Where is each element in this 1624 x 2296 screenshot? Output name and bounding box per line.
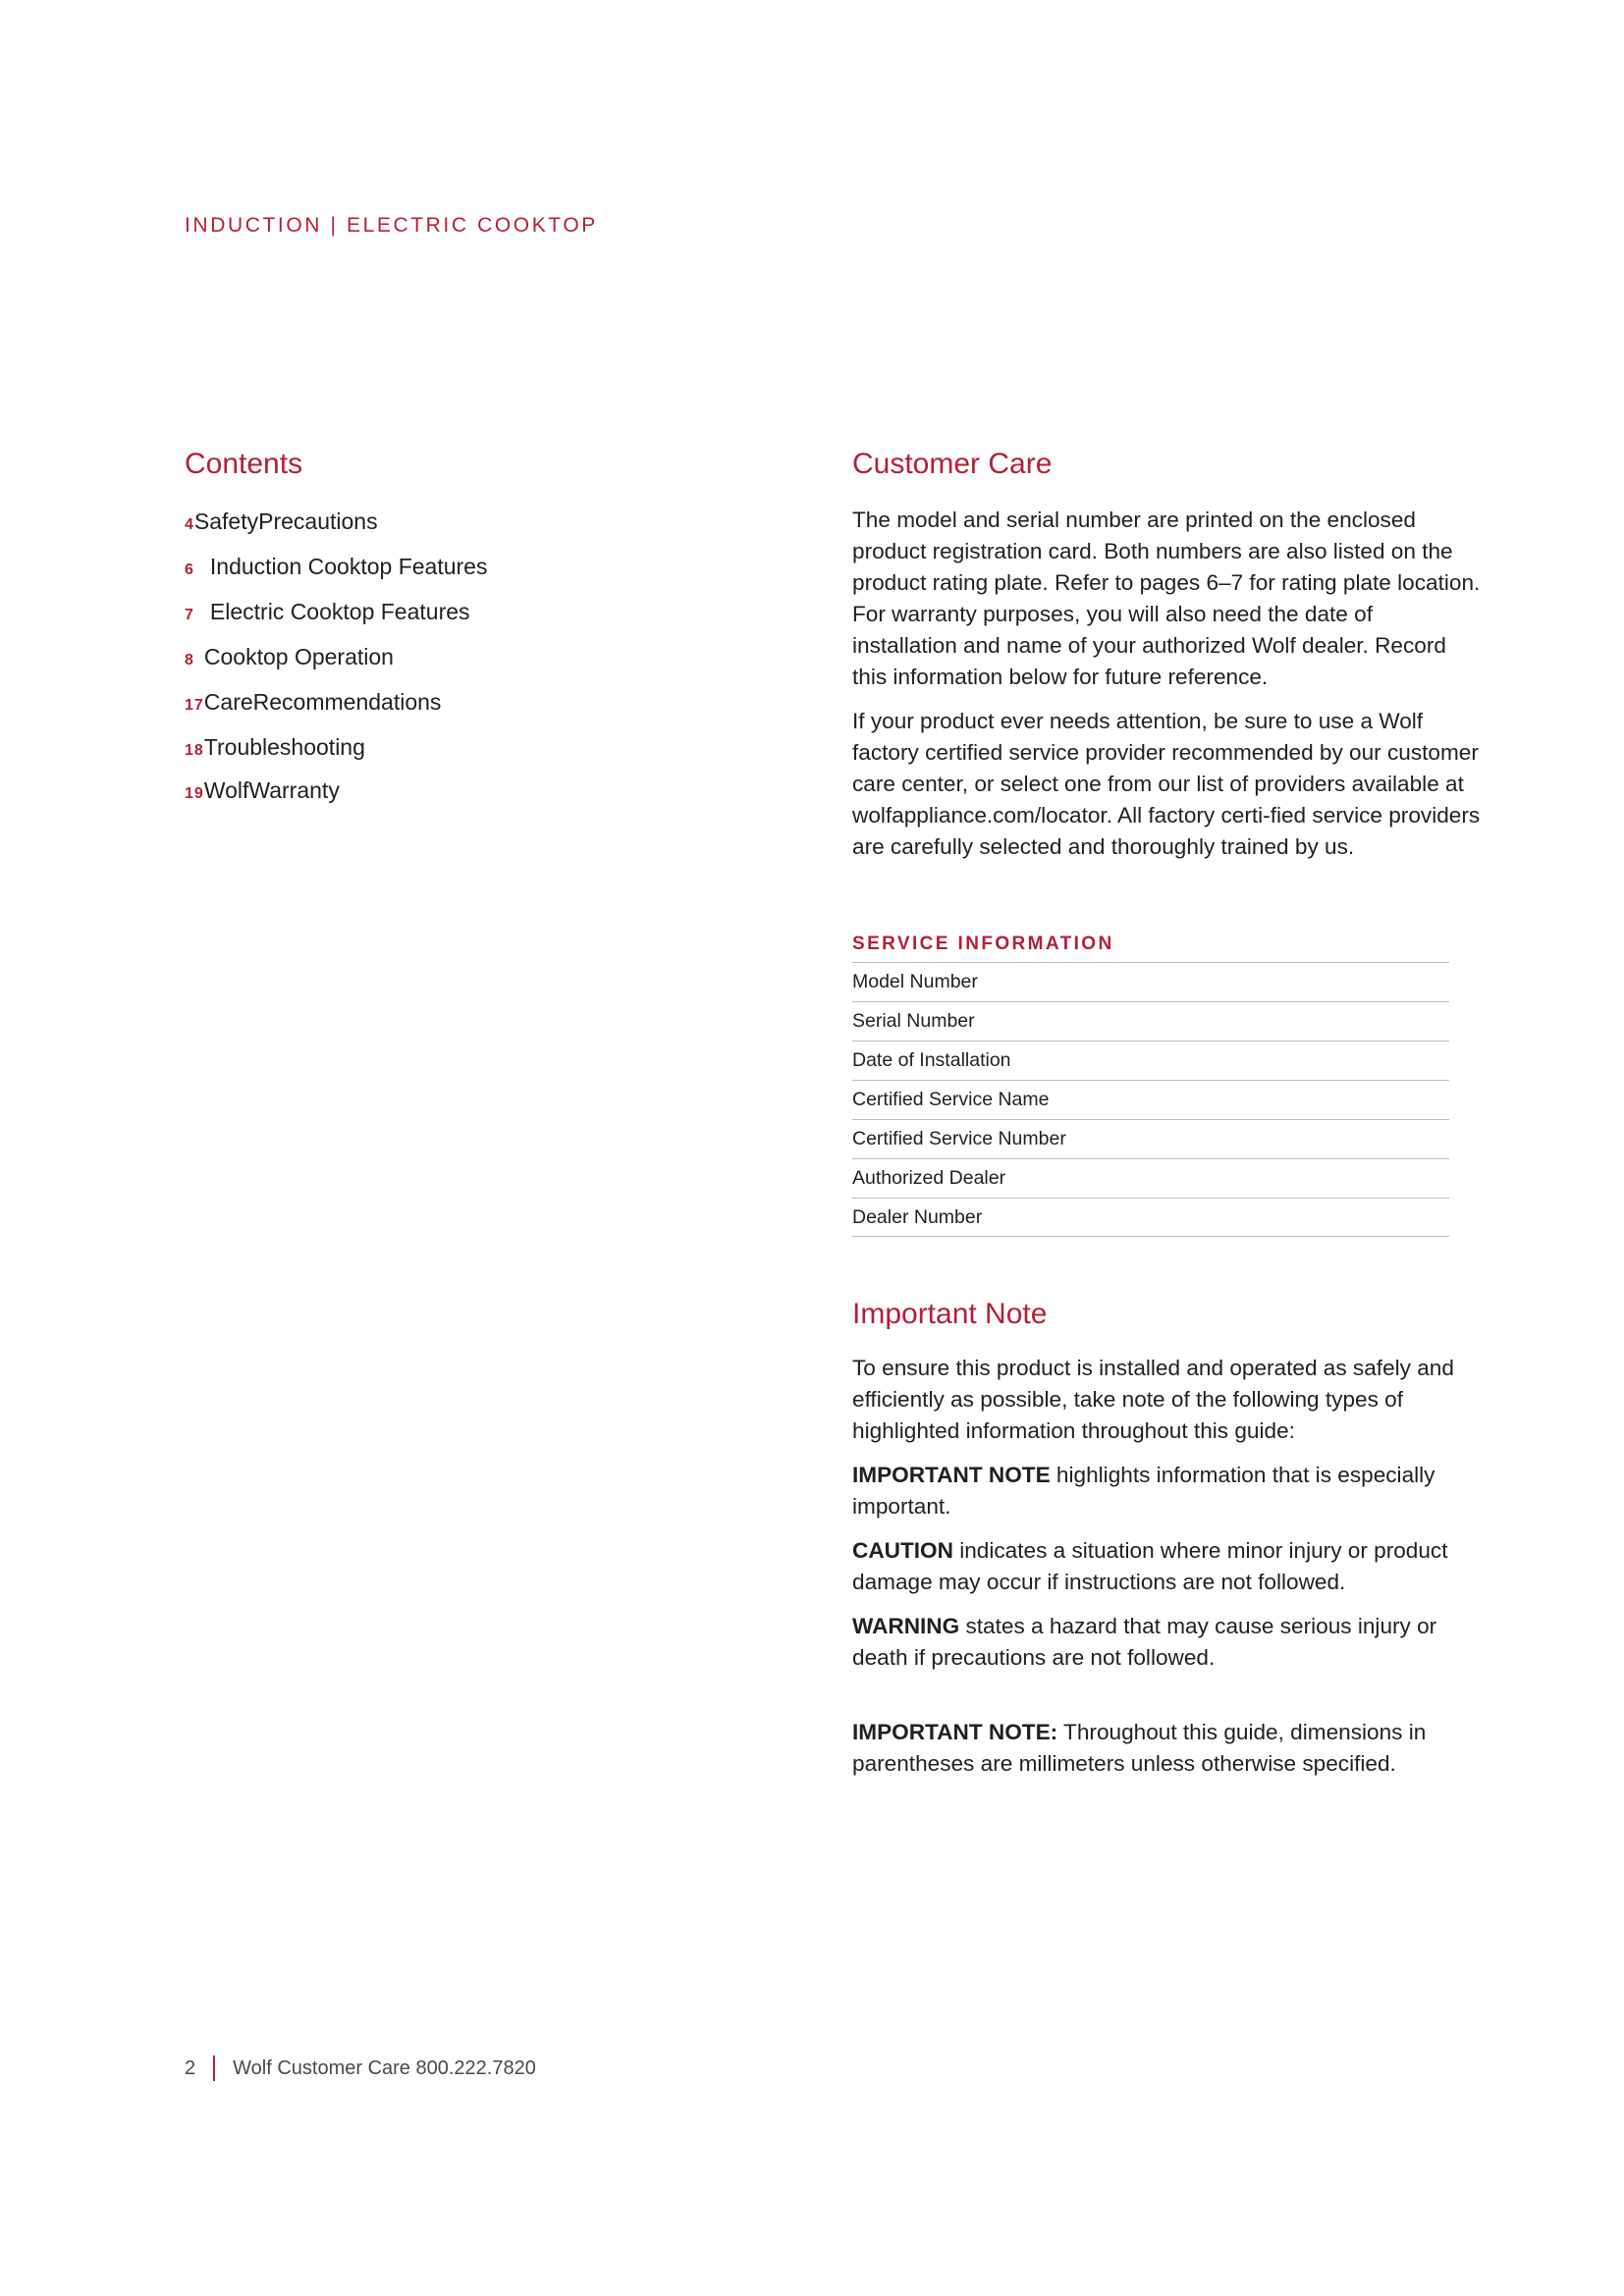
document-header: INDUCTION | ELECTRIC COOKTOP: [185, 214, 598, 237]
service-row: Authorized Dealer: [852, 1158, 1449, 1198]
customer-care-body: [852, 505, 1481, 876]
toc-item[interactable]: [185, 777, 340, 804]
toc-page-number: 4: [185, 516, 194, 533]
toc-label: Troubleshooting: [203, 734, 365, 760]
toc-item[interactable]: [185, 554, 487, 580]
toc-label: Cooktop Operation: [203, 644, 394, 669]
contents-heading: Contents: [185, 448, 303, 480]
warning-definition: [852, 1611, 1481, 1674]
customer-care-heading: Customer Care: [852, 448, 1053, 480]
caution-definition: [852, 1535, 1481, 1598]
dimensions-note-text: Throughout this guide, dimensions in parentheses are millimeters unless otherwise specified.: [852, 1720, 1427, 1776]
important-note-label: IMPORTANT NOTE: [852, 1463, 1051, 1487]
dimensions-note: [852, 1717, 1481, 1780]
important-note-text: highlights information that is especially important.: [852, 1463, 1435, 1519]
toc-item[interactable]: [185, 508, 378, 535]
toc-page-number: 7: [185, 607, 194, 623]
service-row: Certified Service Name: [852, 1080, 1449, 1119]
toc-label: Induction Cooktop Features: [209, 554, 488, 579]
service-information-title: SERVICE INFORMATION: [852, 934, 1114, 954]
toc-item[interactable]: [185, 689, 441, 716]
toc-label: WolfWarranty: [203, 777, 340, 803]
customer-care-paragraph: If your product ever needs attention, be sure to use a Wolf factory certified service provider recommended by our customer care center, or select one from our list of providers available at wolfappliance.com/locator. All factory certi-fied service providers are carefully selected and thoroughly trained by us.: [852, 709, 1481, 859]
service-row: Model Number: [852, 962, 1449, 1001]
important-note-body: [852, 1353, 1481, 1792]
toc-item[interactable]: [185, 644, 394, 670]
toc-page-number: 6: [185, 561, 194, 578]
toc-page-number: 18: [185, 742, 204, 759]
dimensions-note-label: IMPORTANT NOTE:: [852, 1720, 1058, 1744]
service-row: Dealer Number: [852, 1198, 1449, 1237]
service-information-table: [852, 962, 1449, 1237]
toc-page-number: 17: [185, 697, 204, 714]
caution-label: CAUTION: [852, 1538, 953, 1563]
page-number: 2: [185, 2056, 196, 2079]
footer-contact: Wolf Customer Care 800.222.7820: [233, 2056, 536, 2079]
important-note-intro: To ensure this product is installed and operated as safely and efficiently as possible, take note of the following types of highlighted information throughout this guide:: [852, 1356, 1454, 1443]
warning-text: states a hazard that may cause serious injury or death if precautions are not followed.: [852, 1614, 1437, 1670]
service-row: Certified Service Number: [852, 1119, 1449, 1158]
warning-label: WARNING: [852, 1614, 960, 1638]
footer-divider: [213, 2056, 215, 2081]
important-note-definition: [852, 1460, 1481, 1522]
toc-label: SafetyPrecautions: [193, 508, 378, 534]
service-row: Date of Installation: [852, 1041, 1449, 1080]
page-footer: [185, 2056, 536, 2081]
toc-item[interactable]: [185, 734, 365, 761]
toc-page-number: 8: [185, 652, 194, 668]
toc-page-number: 19: [185, 785, 204, 802]
caution-text: indicates a situation where minor injury or product damage may occur if instructions are not followed.: [852, 1538, 1448, 1594]
customer-care-paragraph: The model and serial number are printed on the enclosed product registration card. Both numbers are also listed on the product rating plate. Refer to pages 6–7 for rating plate location. For warranty purposes, you will also need the date of installation and name of your authorized Wolf dealer. Record this information below for future reference.: [852, 507, 1481, 689]
toc-item[interactable]: [185, 599, 470, 625]
service-row: Serial Number: [852, 1001, 1449, 1041]
important-note-heading: Important Note: [852, 1298, 1048, 1330]
toc-label: Electric Cooktop Features: [209, 599, 470, 624]
toc-label: CareRecommendations: [203, 689, 442, 715]
